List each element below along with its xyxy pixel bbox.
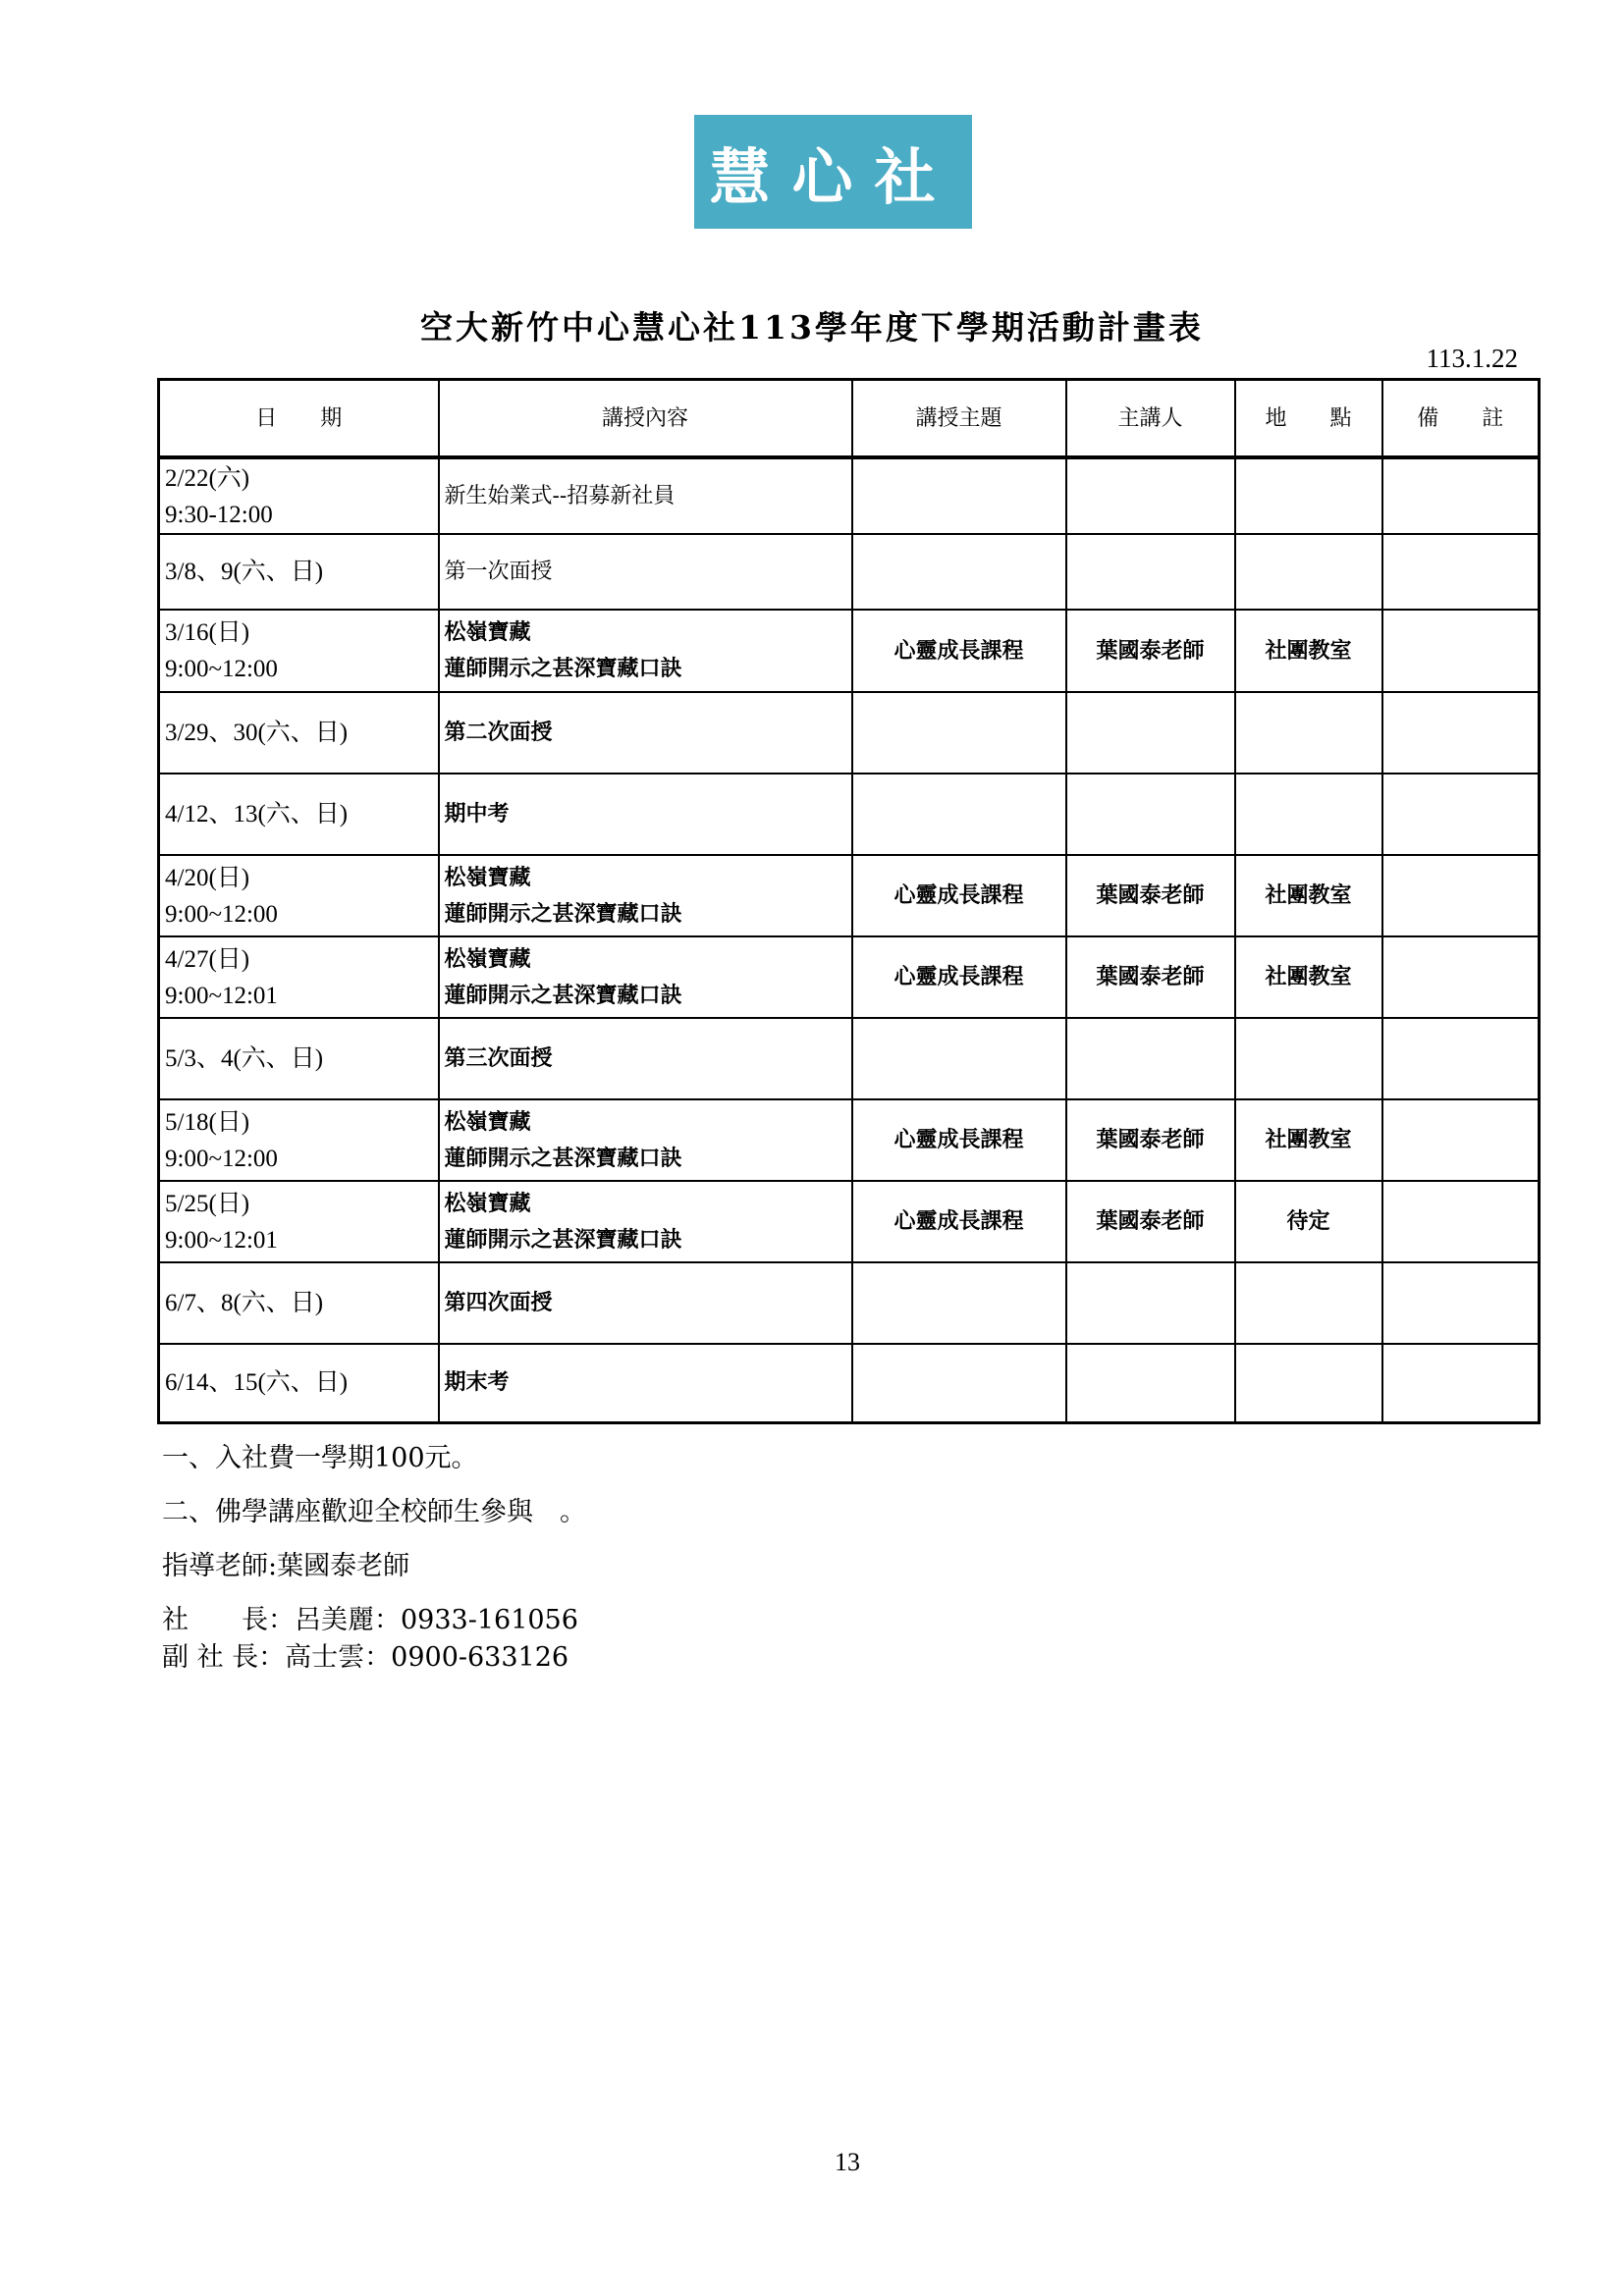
date-cell xyxy=(159,1181,439,1262)
note-cell xyxy=(1382,1181,1540,1262)
note-cell xyxy=(1382,457,1540,534)
table-row xyxy=(159,1181,1540,1262)
content-cell xyxy=(439,1181,852,1262)
date-cell xyxy=(159,534,439,610)
date-cell xyxy=(159,774,439,855)
date-cell xyxy=(159,1262,439,1344)
content-cell-text: 第二次面授 xyxy=(444,720,553,745)
table-row xyxy=(159,1262,1540,1344)
speaker-cell xyxy=(1066,1018,1235,1099)
date-cell xyxy=(159,1344,439,1422)
place-cell-text: 待定 xyxy=(1286,1208,1330,1234)
topic-cell-text: 心靈成長課程 xyxy=(893,964,1024,989)
place-cell xyxy=(1235,534,1382,610)
note-cell xyxy=(1382,1018,1540,1099)
content-cell-text: 松嶺寶藏 xyxy=(444,1108,531,1135)
speaker-cell-text: 葉國泰老師 xyxy=(1096,882,1205,908)
content-cell xyxy=(439,936,852,1018)
topic-cell xyxy=(852,692,1066,774)
note-cell xyxy=(1382,774,1540,855)
place-cell xyxy=(1235,457,1382,534)
place-cell xyxy=(1235,936,1382,1018)
place-cell xyxy=(1235,1018,1382,1099)
page-title: 空大新竹中心慧心社113學年度下學期活動計畫表 xyxy=(420,308,1204,347)
date-cell xyxy=(159,855,439,936)
topic-cell xyxy=(852,936,1066,1018)
date-cell-text: 9:30-12:00 xyxy=(165,501,273,528)
place-cell xyxy=(1235,1099,1382,1181)
date-cell-text: 5/3、4(六、日) xyxy=(165,1045,324,1072)
note-cell xyxy=(1382,1262,1540,1344)
content-cell xyxy=(439,457,852,534)
topic-cell-text: 心靈成長課程 xyxy=(893,1208,1024,1234)
note-fee: 一、入社費一學期100元。 xyxy=(162,1443,478,1473)
date-cell xyxy=(159,936,439,1018)
table-row xyxy=(159,1099,1540,1181)
place-cell-text: 社團教室 xyxy=(1265,882,1352,908)
note-cell xyxy=(1382,534,1540,610)
topic-cell xyxy=(852,1018,1066,1099)
date-cell-text: 9:00~12:00 xyxy=(165,1145,278,1172)
page-number: 13 xyxy=(835,2148,860,2176)
date-cell-text: 9:00~12:00 xyxy=(165,656,278,682)
note-cell xyxy=(1382,692,1540,774)
speaker-cell-text: 葉國泰老師 xyxy=(1096,964,1205,989)
speaker-cell xyxy=(1066,1099,1235,1181)
column-header: 主講人 xyxy=(1066,380,1235,458)
speaker-cell xyxy=(1066,1344,1235,1422)
date-cell xyxy=(159,1018,439,1099)
content-cell xyxy=(439,1099,852,1181)
content-cell xyxy=(439,774,852,855)
date-cell-text: 4/27(日) xyxy=(165,945,250,973)
date-cell-text: 6/7、8(六、日) xyxy=(165,1290,324,1316)
place-cell xyxy=(1235,1262,1382,1344)
content-cell-text: 期末考 xyxy=(444,1369,510,1396)
date-cell-text: 6/14、15(六、日) xyxy=(165,1369,349,1397)
table-row xyxy=(159,774,1540,855)
date-cell xyxy=(159,457,439,534)
content-cell-text: 松嶺寶藏 xyxy=(444,864,531,890)
date-cell xyxy=(159,610,439,692)
column-header: 講授內容 xyxy=(439,380,852,458)
speaker-cell xyxy=(1066,692,1235,774)
column-header: 地 點 xyxy=(1235,380,1382,458)
content-cell-text: 松嶺寶藏 xyxy=(444,619,531,645)
place-cell xyxy=(1235,610,1382,692)
vice-president: 副 社 長：高士雲：0900-633126 xyxy=(162,1642,569,1673)
content-cell-text: 松嶺寶藏 xyxy=(444,1190,531,1216)
topic-cell xyxy=(852,534,1066,610)
place-cell xyxy=(1235,855,1382,936)
date-cell-text: 2/22(六) xyxy=(165,464,250,492)
place-cell xyxy=(1235,692,1382,774)
content-cell-text: 第三次面授 xyxy=(444,1045,553,1071)
speaker-cell xyxy=(1066,457,1235,534)
column-header: 日 期 xyxy=(159,380,439,458)
content-cell xyxy=(439,1018,852,1099)
place-cell-text: 社團教室 xyxy=(1265,1127,1352,1152)
document-date: 113.1.22 xyxy=(1426,344,1518,373)
speaker-cell xyxy=(1066,855,1235,936)
topic-cell xyxy=(852,1099,1066,1181)
column-header: 講授主題 xyxy=(852,380,1066,458)
topic-cell xyxy=(852,1344,1066,1422)
table-row xyxy=(159,1344,1540,1422)
president: 社 長：呂美麗：0933-161056 xyxy=(162,1605,578,1635)
speaker-cell xyxy=(1066,1262,1235,1344)
date-cell-text: 9:00~12:01 xyxy=(165,1226,278,1254)
note-cell xyxy=(1382,610,1540,692)
topic-cell-text: 心靈成長課程 xyxy=(893,1127,1024,1152)
note-cell xyxy=(1382,1099,1540,1181)
content-cell xyxy=(439,855,852,936)
topic-cell-text: 心靈成長課程 xyxy=(893,637,1024,664)
content-cell-text: 新生始業式--招募新社員 xyxy=(444,484,676,508)
content-cell-text: 蓮師開示之甚深寶藏口訣 xyxy=(444,900,682,927)
content-cell xyxy=(439,692,852,774)
place-cell xyxy=(1235,774,1382,855)
speaker-cell xyxy=(1066,774,1235,855)
table-row xyxy=(159,855,1540,936)
place-cell-text: 社團教室 xyxy=(1265,637,1352,664)
table-header-row xyxy=(159,380,1540,458)
table-row xyxy=(159,610,1540,692)
notes-section xyxy=(162,1431,586,1677)
activity-schedule-table xyxy=(157,378,1541,1424)
content-cell-text: 蓮師開示之甚深寶藏口訣 xyxy=(444,656,682,681)
speaker-cell xyxy=(1066,936,1235,1018)
date-cell-text: 3/16(日) xyxy=(165,619,250,646)
note-cell xyxy=(1382,855,1540,936)
note-lecture: 二、佛學講座歡迎全校師生參與 。 xyxy=(162,1497,586,1527)
club-logo xyxy=(694,115,972,229)
date-cell-text: 9:00~12:01 xyxy=(165,982,278,1009)
speaker-cell-text: 葉國泰老師 xyxy=(1096,1208,1205,1234)
topic-cell-text: 心靈成長課程 xyxy=(893,882,1024,908)
content-cell xyxy=(439,610,852,692)
speaker-cell-text: 葉國泰老師 xyxy=(1096,1127,1205,1152)
content-cell-text: 蓮師開示之甚深寶藏口訣 xyxy=(444,982,682,1008)
date-cell xyxy=(159,1099,439,1181)
content-cell xyxy=(439,534,852,610)
speaker-cell xyxy=(1066,610,1235,692)
speaker-cell xyxy=(1066,534,1235,610)
date-cell-text: 4/12、13(六、日) xyxy=(165,801,349,828)
date-cell-text: 9:00~12:00 xyxy=(165,900,278,928)
content-cell xyxy=(439,1344,852,1422)
topic-cell xyxy=(852,774,1066,855)
date-cell xyxy=(159,692,439,774)
content-cell xyxy=(439,1262,852,1344)
topic-cell xyxy=(852,610,1066,692)
content-cell-text: 期中考 xyxy=(444,801,510,827)
date-cell-text: 5/25(日) xyxy=(165,1190,250,1217)
speaker-cell xyxy=(1066,1181,1235,1262)
content-cell-text: 蓮師開示之甚深寶藏口訣 xyxy=(444,1226,682,1253)
logo-text: 慧心社 xyxy=(709,140,957,213)
table-row xyxy=(159,936,1540,1018)
place-cell-text: 社團教室 xyxy=(1265,964,1352,989)
content-cell-text: 蓮師開示之甚深寶藏口訣 xyxy=(444,1145,682,1171)
date-cell-text: 3/29、30(六、日) xyxy=(165,720,349,746)
content-cell-text: 第四次面授 xyxy=(444,1290,553,1315)
table-row xyxy=(159,692,1540,774)
speaker-cell-text: 葉國泰老師 xyxy=(1096,637,1205,664)
content-cell-text: 松嶺寶藏 xyxy=(444,945,531,972)
date-cell-text: 4/20(日) xyxy=(165,864,250,891)
content-cell-text: 第一次面授 xyxy=(444,560,553,584)
table-row xyxy=(159,1018,1540,1099)
advisor: 指導老師:葉國泰老師 xyxy=(162,1551,410,1581)
note-cell xyxy=(1382,1344,1540,1422)
table-row xyxy=(159,534,1540,610)
topic-cell xyxy=(852,855,1066,936)
topic-cell xyxy=(852,457,1066,534)
date-cell-text: 3/8、9(六、日) xyxy=(165,559,324,585)
topic-cell xyxy=(852,1262,1066,1344)
column-header: 備 註 xyxy=(1382,380,1540,458)
date-cell-text: 5/18(日) xyxy=(165,1108,250,1136)
place-cell xyxy=(1235,1181,1382,1262)
table-row xyxy=(159,457,1540,534)
place-cell xyxy=(1235,1344,1382,1422)
topic-cell xyxy=(852,1181,1066,1262)
note-cell xyxy=(1382,936,1540,1018)
